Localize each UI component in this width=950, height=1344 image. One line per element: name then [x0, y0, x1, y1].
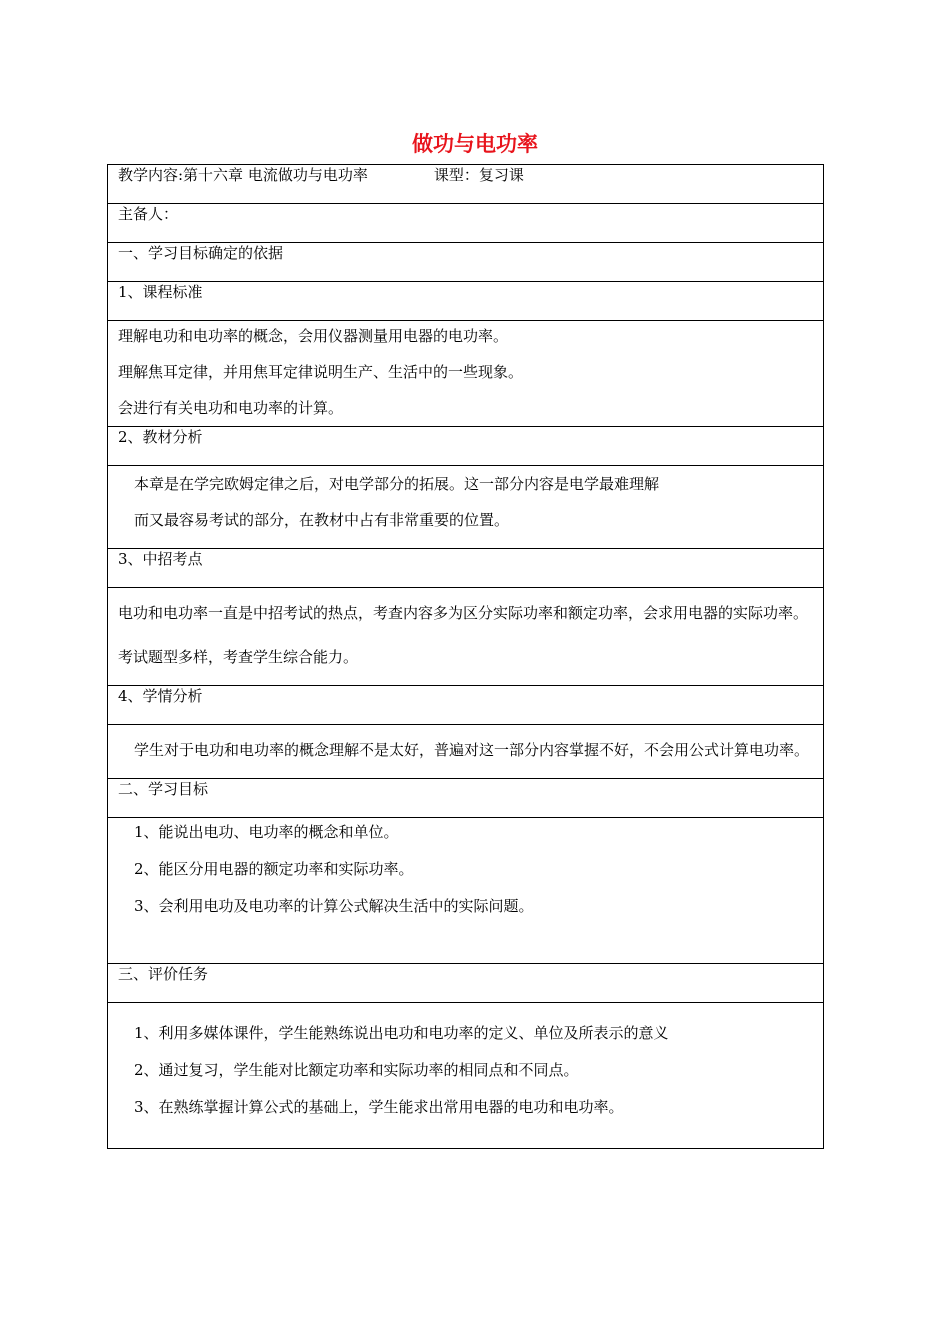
paragraph: 学生对于电功和电功率的概念理解不是太好，普遍对这一部分内容掌握不好，不会用公式计算电功率。	[134, 741, 810, 759]
table-row	[108, 818, 824, 964]
header-cell	[108, 165, 824, 204]
table-row	[108, 282, 824, 321]
table-row	[108, 1003, 824, 1149]
lesson-plan-table	[107, 164, 824, 1149]
text-line: 本章是在学完欧姆定律之后，对电学部分的拓展。这一部分内容是电学最难理解	[134, 475, 660, 493]
table-row	[108, 427, 824, 466]
section-heading: 二、学习目标	[108, 779, 824, 818]
student-analysis-cell	[108, 725, 824, 779]
table-row	[108, 466, 824, 549]
curriculum-standard-cell	[108, 321, 824, 427]
table-row	[108, 321, 824, 427]
table-row	[108, 243, 824, 282]
list-item: 1、能说出电功、电功率的概念和单位。	[134, 823, 399, 841]
list-item: 2、能区分用电器的额定功率和实际功率。	[134, 860, 414, 878]
lesson-type: 课型：复习课	[433, 166, 524, 184]
table-row	[108, 549, 824, 588]
section-heading: 三、评价任务	[108, 964, 824, 1003]
document-title: 做功与电功率	[412, 132, 538, 156]
section-heading: 一、学习目标确定的依据	[108, 243, 824, 282]
teaching-content: 教学内容:第十六章 电流做功与电功率	[118, 166, 368, 184]
table-row	[108, 588, 824, 686]
table-row	[108, 204, 824, 243]
evaluation-tasks-cell	[108, 1003, 824, 1149]
text-line: 而又最容易考试的部分，在教材中占有非常重要的位置。	[134, 511, 510, 529]
subsection-heading: 4、学情分析	[108, 686, 824, 725]
preparer-cell: 主备人：	[108, 204, 824, 243]
learning-goals-cell	[108, 818, 824, 964]
list-item: 3、会利用电功及电功率的计算公式解决生活中的实际问题。	[134, 897, 534, 915]
table-row	[108, 686, 824, 725]
table-row	[108, 964, 824, 1003]
textbook-analysis-cell	[108, 466, 824, 549]
subsection-heading: 3、中招考点	[108, 549, 824, 588]
text-line: 理解焦耳定律，并用焦耳定律说明生产、生活中的一些现象。	[118, 363, 524, 381]
table-row	[108, 725, 824, 779]
paragraph: 电功和电功率一直是中招考试的热点，考查内容多为区分实际功率和额定功率，会求用电器的实际功率。考试题型多样，考查学生综合能力。	[118, 604, 809, 666]
table-row	[108, 165, 824, 204]
list-item: 2、通过复习，学生能对比额定功率和实际功率的相同点和不同点。	[134, 1061, 579, 1079]
list-item: 3、在熟练掌握计算公式的基础上，学生能求出常用电器的电功和电功率。	[134, 1098, 624, 1116]
table-row	[108, 779, 824, 818]
text-line: 理解电功和电功率的概念，会用仪器测量用电器的电功率。	[118, 327, 509, 345]
subsection-heading: 2、教材分析	[108, 427, 824, 466]
list-item: 1、利用多媒体课件，学生能熟练说出电功和电功率的定义、单位及所表示的意义	[134, 1024, 669, 1042]
subsection-heading: 1、课程标准	[108, 282, 824, 321]
exam-points-cell	[108, 588, 824, 686]
text-line: 会进行有关电功和电功率的计算。	[118, 399, 344, 417]
